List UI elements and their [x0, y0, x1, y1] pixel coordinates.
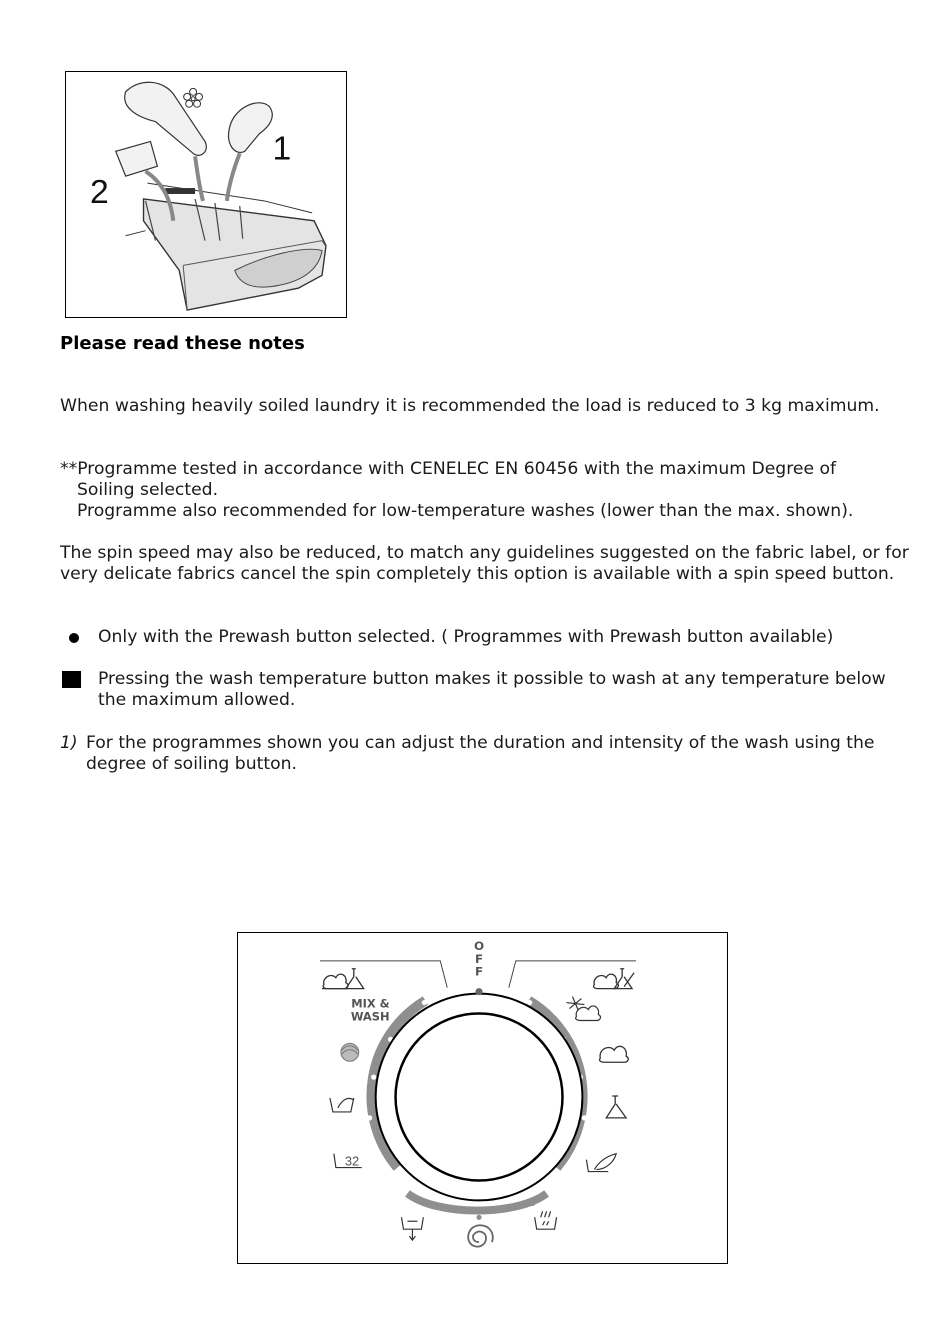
dispenser-drawing [66, 72, 346, 317]
off-letter-f1: F [474, 951, 484, 966]
cotton-synthetic-icon [322, 969, 364, 989]
wool-icon [341, 1043, 359, 1061]
bullet-dot-icon [69, 633, 79, 643]
rinse-icon [535, 1211, 557, 1229]
delicate-icon [586, 1154, 616, 1172]
mix-wash-line-1: MIX & [351, 996, 390, 1011]
synthetic-icon [606, 1096, 626, 1118]
notes-heading: Please read these notes [60, 333, 305, 354]
footnote-text: For the programmes shown you can adjust the duration and intensity of the wash using the degree of soiling button. [86, 733, 875, 774]
footnote-mark: 1) [60, 733, 78, 753]
programme-dial [238, 933, 727, 1263]
temperature-bullet-text: Pressing the wash temperature button makes it possible to wash at any temperature below the maximum allowed. [98, 669, 886, 710]
handwash-temp-label: 32 [344, 1153, 360, 1169]
bullet-square-icon [62, 671, 81, 688]
tested-line-3: Programme also recommended for low-temperature washes (lower than the max. shown). [77, 501, 854, 521]
tested-note [60, 459, 910, 522]
off-letter-f2: F [474, 964, 484, 979]
tested-line-1: **Programme tested in accordance with CENELEC EN 60456 with the maximum Degree of [60, 459, 837, 479]
off-indicator-dot [476, 988, 483, 995]
label-1: 1 [272, 129, 292, 168]
drain-icon [401, 1217, 423, 1240]
mix-wash-line-2: WASH [350, 1009, 390, 1024]
eco-cotton-icon [566, 997, 600, 1021]
off-letter-o: O [473, 938, 485, 953]
heavy-soil-note: When washing heavily soiled laundry it is recommended the load is reduced to 3 kg maximum. [60, 396, 880, 416]
cotton-icon [600, 1046, 629, 1062]
spin-icon [468, 1225, 493, 1246]
handwash-icon [330, 1098, 354, 1112]
dispenser-illustration [65, 71, 347, 318]
prewash-bullet-text: Only with the Prewash button selected. ( Programmes with Prewash button available) [98, 627, 834, 647]
tested-line-2: Soiling selected. [77, 480, 219, 500]
label-2: 2 [89, 172, 109, 211]
spin-speed-note: The spin speed may also be reduced, to match any guidelines suggested on the fabric label, or for very delicate fabrics cancel the spin completely this option is available with a spin speed button. [60, 543, 909, 584]
programme-dial-figure [237, 932, 728, 1264]
knob-inner-ring[interactable] [396, 1014, 563, 1181]
flower-icon [184, 88, 203, 107]
cotton-synthetic-leaf-icon [594, 969, 635, 989]
